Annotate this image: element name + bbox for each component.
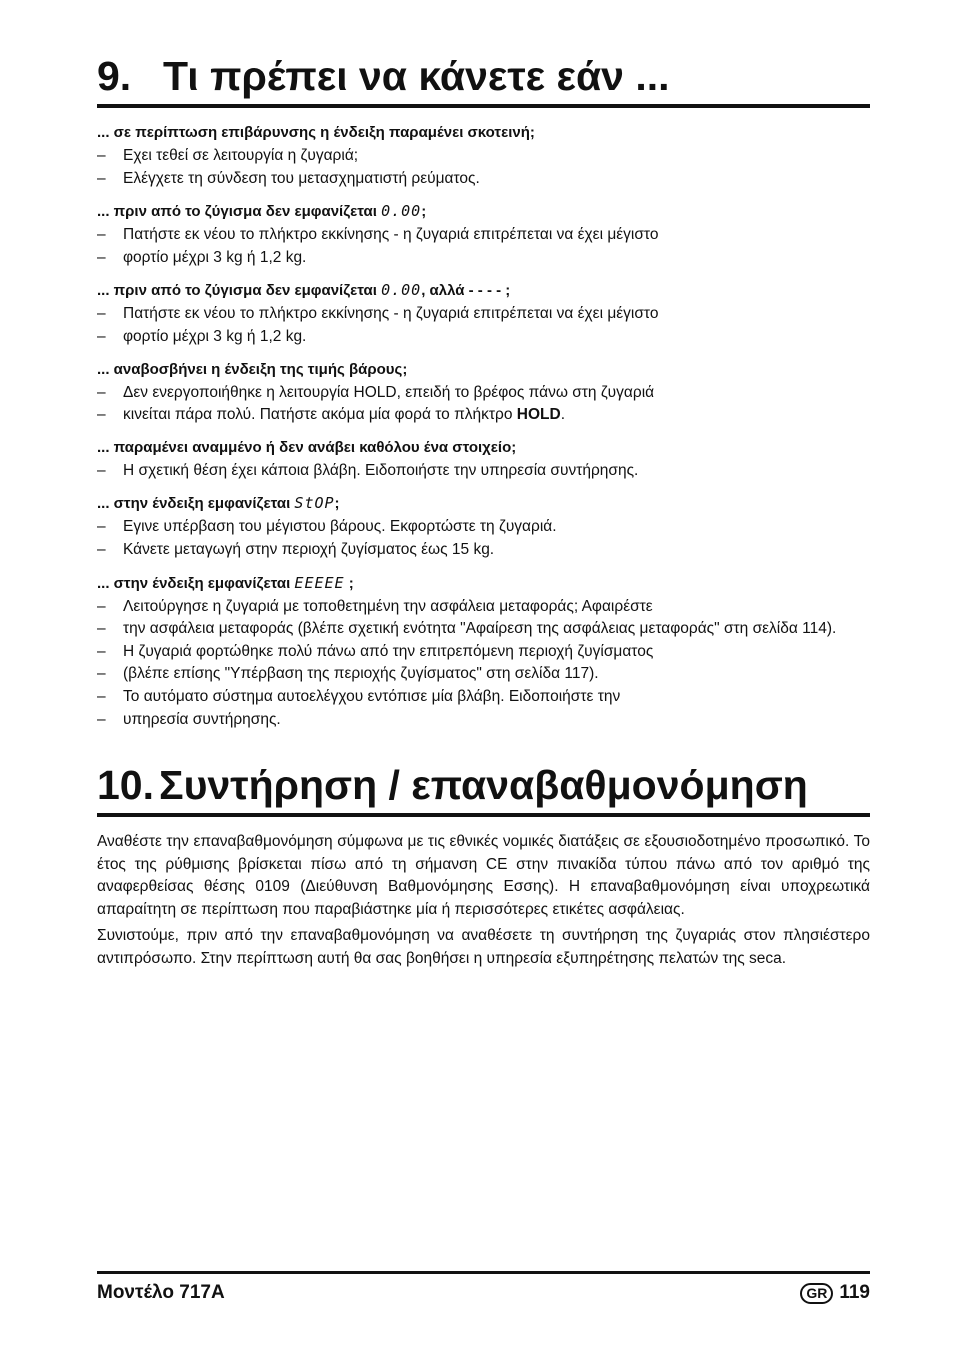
paragraph: Αναθέστε την επαναβαθμονόμηση σύμφωνα με τις εθνικές νομικές διατάξεις σε εξουσιοδοτημένο προσωπικό. Το έτος της ρύθμισης βρίσκεται πίσω από τη σήμανση CE στην πινακίδα τύπου πάνω από τον αριθμό της αναφερθείσας θέσης 0109 (Διεύθυνση Βαθμονόμησης Εσσης). Η επαναβαθμονόμηση είναι υποχρεωτικά απαραίτητη σε περίπτωση που παραβιάστηκε μία ή περισσότερες ετικέτες ασφάλειας. (97, 833, 870, 918)
list-item: – Πατήστε εκ νέου το πλήκτρο εκκίνησης - η ζυγαριά επιτρέπεται να έχει μέγιστο (97, 226, 659, 244)
list-item: – Η σχετική θέση έχει κάποια βλάβη. Ειδοποιήστε την υπηρεσία συντήρησης. (97, 461, 639, 479)
issue-eeeee (97, 572, 870, 732)
issue-title: ... στην ένδειξη εμφανίζεται StOP; (97, 494, 340, 513)
issue-title: ... σε περίπτωση επιβάρυνσης η ένδειξη παραμένει σκοτεινή; (97, 124, 535, 141)
list-item: – Πατήστε εκ νέου το πλήκτρο εκκίνησης - η ζυγαριά επιτρέπεται να έχει μέγιστο (97, 305, 659, 323)
section-9-title: Τι πρέπει να κάνετε εάν ... (163, 53, 670, 99)
section-troubleshooting (97, 50, 870, 731)
list-item: – την ασφάλεια μεταφοράς (βλέπε σχετική ενότητα "Αφαίρεση της ασφάλειας μεταφοράς" στη σελίδα 114). (97, 620, 837, 638)
list-item: – Κάνετε μεταγωγή στην περιοχή ζυγίσματος έως 15 kg. (97, 540, 495, 558)
issue-no-zero (97, 200, 870, 269)
section-maintenance (97, 759, 870, 971)
list-item: – φορτίο μέχρι 3 kg ή 1,2 kg. (97, 327, 307, 345)
list-item: – Εγινε υπέρβαση του μέγιστου βάρους. Εκφορτώστε τη ζυγαριά. (97, 518, 557, 536)
issue-blinking (97, 359, 870, 427)
list-item: – υπηρεσία συντήρησης. (97, 710, 281, 728)
hold-key-label: HOLD (516, 406, 561, 424)
footer-right (800, 1282, 870, 1304)
issue-display-dark (97, 122, 870, 190)
segment-display-text: StOP (294, 494, 335, 513)
issue-title: ... πριν από το ζύγισμα δεν εμφανίζεται 0.00, αλλά - - - - ; (97, 281, 511, 300)
list-item: – Δεν ενεργοποιήθηκε η λειτουργία HOLD, επειδή το βρέφος πάνω στη ζυγαριά (97, 383, 655, 401)
page (97, 50, 870, 971)
segment-display-text: 0.00 (381, 202, 422, 221)
list-item: – (βλέπε επίσης "Υπέρβαση της περιοχής ζυγίσματος" στη σελίδα 117). (97, 665, 599, 683)
list-item: – Ελέγχετε τη σύνδεση του μετασχηματιστή ρεύματος. (97, 169, 480, 187)
section-10-heading (97, 759, 870, 817)
list-item: – Εχει τεθεί σε λειτουργία η ζυγαριά; (97, 147, 359, 164)
segment-display-text: 0.00 (381, 281, 422, 300)
issue-title: ... αναβοσβήνει η ένδειξη της τιμής βάρους; (97, 360, 408, 378)
issue-title: ... πριν από το ζύγισμα δεν εμφανίζεται 0.00; (97, 202, 427, 221)
issue-stop (97, 492, 870, 561)
list-item: – Το αυτόματο σύστημα αυτοελέγχου εντόπισε μία βλάβη. Ειδοποιήστε την (97, 687, 621, 705)
issue-title: ... παραμένει αναμμένο ή δεν ανάβει καθόλου ένα στοιχείο; (97, 438, 517, 456)
page-number: 119 (839, 1282, 870, 1303)
section-9-heading (97, 50, 870, 108)
section-9-number: 9. (97, 53, 132, 99)
section-10-number: 10. (97, 762, 154, 809)
list-item: – Λειτούργησε η ζυγαριά με τοποθετημένη την ασφάλεια μεταφοράς; Αφαιρέστε (97, 597, 653, 615)
issue-segment-fault (97, 437, 870, 483)
list-item: – Η ζυγαριά φορτώθηκε πολύ πάνω από την επιτρεπόμενη περιοχή ζυγίσματος (97, 642, 654, 660)
list-item: – φορτίο μέχρι 3 kg ή 1,2 kg. (97, 248, 307, 266)
model-name: Μοντέλο 717A (97, 1282, 225, 1303)
page-footer (97, 1271, 870, 1304)
issue-title: ... στην ένδειξη εμφανίζεται EEEEE ; (97, 573, 354, 592)
section-10-title: Συντήρηση / επαναβαθμονόμηση (159, 762, 808, 809)
issue-dashes (97, 279, 870, 348)
paragraph: Συνιστούμε, πριν από την επαναβαθμονόμηση να αναθέσετε τη συντήρηση της ζυγαριάς στον πλησιέστερο αντιπρόσωπο. Στην περίπτωση αυτή θα σας βοηθήσει η υπηρεσία εξυπηρέτησης πελατών της seca. (97, 927, 870, 968)
country-badge: GR (800, 1283, 833, 1304)
list-item: – κινείται πάρα πολύ. Πατήστε ακόμα μία φορά το πλήκτρο HOLD. (97, 406, 565, 424)
segment-display-text: EEEEE (294, 573, 345, 592)
